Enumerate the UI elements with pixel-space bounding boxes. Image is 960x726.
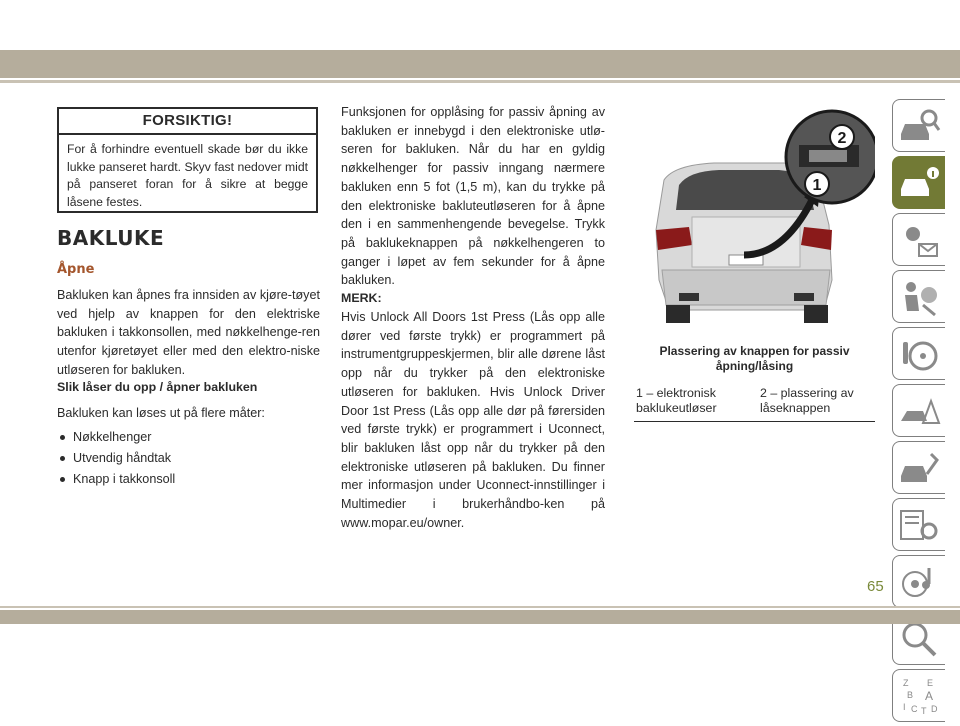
car-maintenance-icon — [897, 446, 941, 490]
top-band — [0, 50, 960, 78]
caution-body: For å forhindre eventuell skade bør du ikke lukke panseret hardt. Skyv fast nedover midt på panseret foran for å sikre at begge låsene festes. — [67, 142, 308, 209]
legend-item-2: 2 – plassering av låseknappen — [760, 386, 854, 415]
index-letters-icon — [897, 674, 941, 718]
tab-warning-lights[interactable] — [892, 213, 945, 266]
tab-multimedia[interactable] — [892, 555, 945, 608]
tab-starting-operating[interactable] — [892, 327, 945, 380]
tab-index[interactable] — [892, 669, 945, 722]
bullet-icon — [60, 456, 65, 461]
figure-legend — [634, 383, 875, 422]
multimedia-music-icon — [897, 560, 941, 604]
tab-specifications[interactable] — [892, 498, 945, 551]
roadside-warning-icon — [897, 389, 941, 433]
specifications-gear-icon — [897, 503, 941, 547]
svg-text:T: T — [921, 706, 927, 716]
suv-rear-illustration — [634, 105, 875, 333]
caution-title: FORSIKTIG! — [59, 109, 316, 135]
svg-text:E: E — [927, 678, 934, 688]
unlock-intro: Bakluken kan løses ut på flere måter: — [57, 406, 265, 420]
list-item — [57, 448, 175, 469]
bottom-band — [0, 610, 960, 624]
page-number: 65 — [867, 578, 884, 595]
caution-box — [57, 107, 318, 213]
tab-servicing[interactable] — [892, 441, 945, 494]
passive-paragraph: Funksjonen for opplåsing for passiv åpning av bakluken er innebygd i den elektroniske utlø-seren for bakluken. Når du har en gyldig nøkkelhenger for passiv inngang nærmere bakluken enn 5 fot (1,5 m), kan du trykke på den elektroniske bakluteutløseren for å åpne den i en sammenhengende bevegelse. Trykk på baklukeknappen på nøkkelhengeren to ganger i løpet av fem sekunder for å åpne bakluken. — [341, 105, 605, 288]
unlock-methods-list — [57, 427, 175, 490]
svg-text:A: A — [925, 689, 934, 703]
tab-emergency[interactable] — [892, 384, 945, 437]
list-item-label: Nøkkelhenger — [73, 430, 152, 444]
svg-text:B: B — [907, 690, 914, 700]
callout-2-label: 2 — [837, 130, 847, 147]
list-item-label: Knapp i takkonsoll — [73, 472, 176, 486]
car-info-icon — [897, 161, 941, 205]
tailgate-figure — [634, 105, 875, 333]
steering-wheel-icon — [897, 332, 941, 376]
list-item — [57, 469, 175, 490]
intro-paragraph: Bakluken kan åpnes fra innsiden av kjøre-tøyet ved hjelp av knappen for den elektriske bakluken i takkonsollen, med nøkkelhenge-ren utenfor kjøretøyet eller med den elektro-niske utløseren for bakluken. — [57, 288, 320, 377]
figure-caption: Plassering av knappen for passiv åpning/låsing — [659, 344, 850, 373]
car-search-icon — [897, 104, 941, 148]
note-paragraph: Hvis Unlock All Doors 1st Press (Lås opp alle dører ved første trykk) er programmert på instrumentgruppeskjermen, blir alle dørene låst opp når du trykker på den elektroniske utløseren for bakluken. Hvis Unlock Driver Door 1st Press (Lås opp alle dør på førersiden ved første trykk) er programmert i Uconnect, blir bakluken låst opp når du trykker på den elektroniske utløseren på bakluken. Du finner mer informasjon under Uconnect-innstillinger i Multimedier i brukerhåndbo-ken på www.mopar.eu/owner. — [341, 310, 605, 530]
subsection-title: Åpne — [57, 262, 95, 277]
tab-safety[interactable] — [892, 270, 945, 323]
list-item — [57, 427, 175, 448]
svg-text:I: I — [903, 702, 906, 712]
airbag-seat-icon — [897, 275, 941, 319]
warning-lights-message-icon — [897, 218, 941, 262]
chapter-sidebar — [892, 99, 945, 726]
tab-car-search[interactable] — [892, 99, 945, 152]
svg-text:Z: Z — [903, 678, 909, 688]
section-title: BAKLUKE — [57, 226, 165, 250]
tab-car-info[interactable] — [892, 156, 945, 209]
legend-item-1: 1 – elektronisk baklukeutløser — [636, 386, 717, 415]
note-label: MERK: — [341, 291, 382, 305]
svg-text:C: C — [911, 704, 918, 714]
unlock-heading: Slik låser du opp / åpner bakluken — [57, 380, 258, 394]
callout-1-label: 1 — [812, 177, 822, 194]
bullet-icon — [60, 477, 65, 482]
bottom-band-line — [0, 606, 960, 608]
bullet-icon — [60, 435, 65, 440]
top-band-line — [0, 80, 960, 83]
svg-text:D: D — [931, 704, 938, 714]
list-item-label: Utvendig håndtak — [73, 451, 172, 465]
